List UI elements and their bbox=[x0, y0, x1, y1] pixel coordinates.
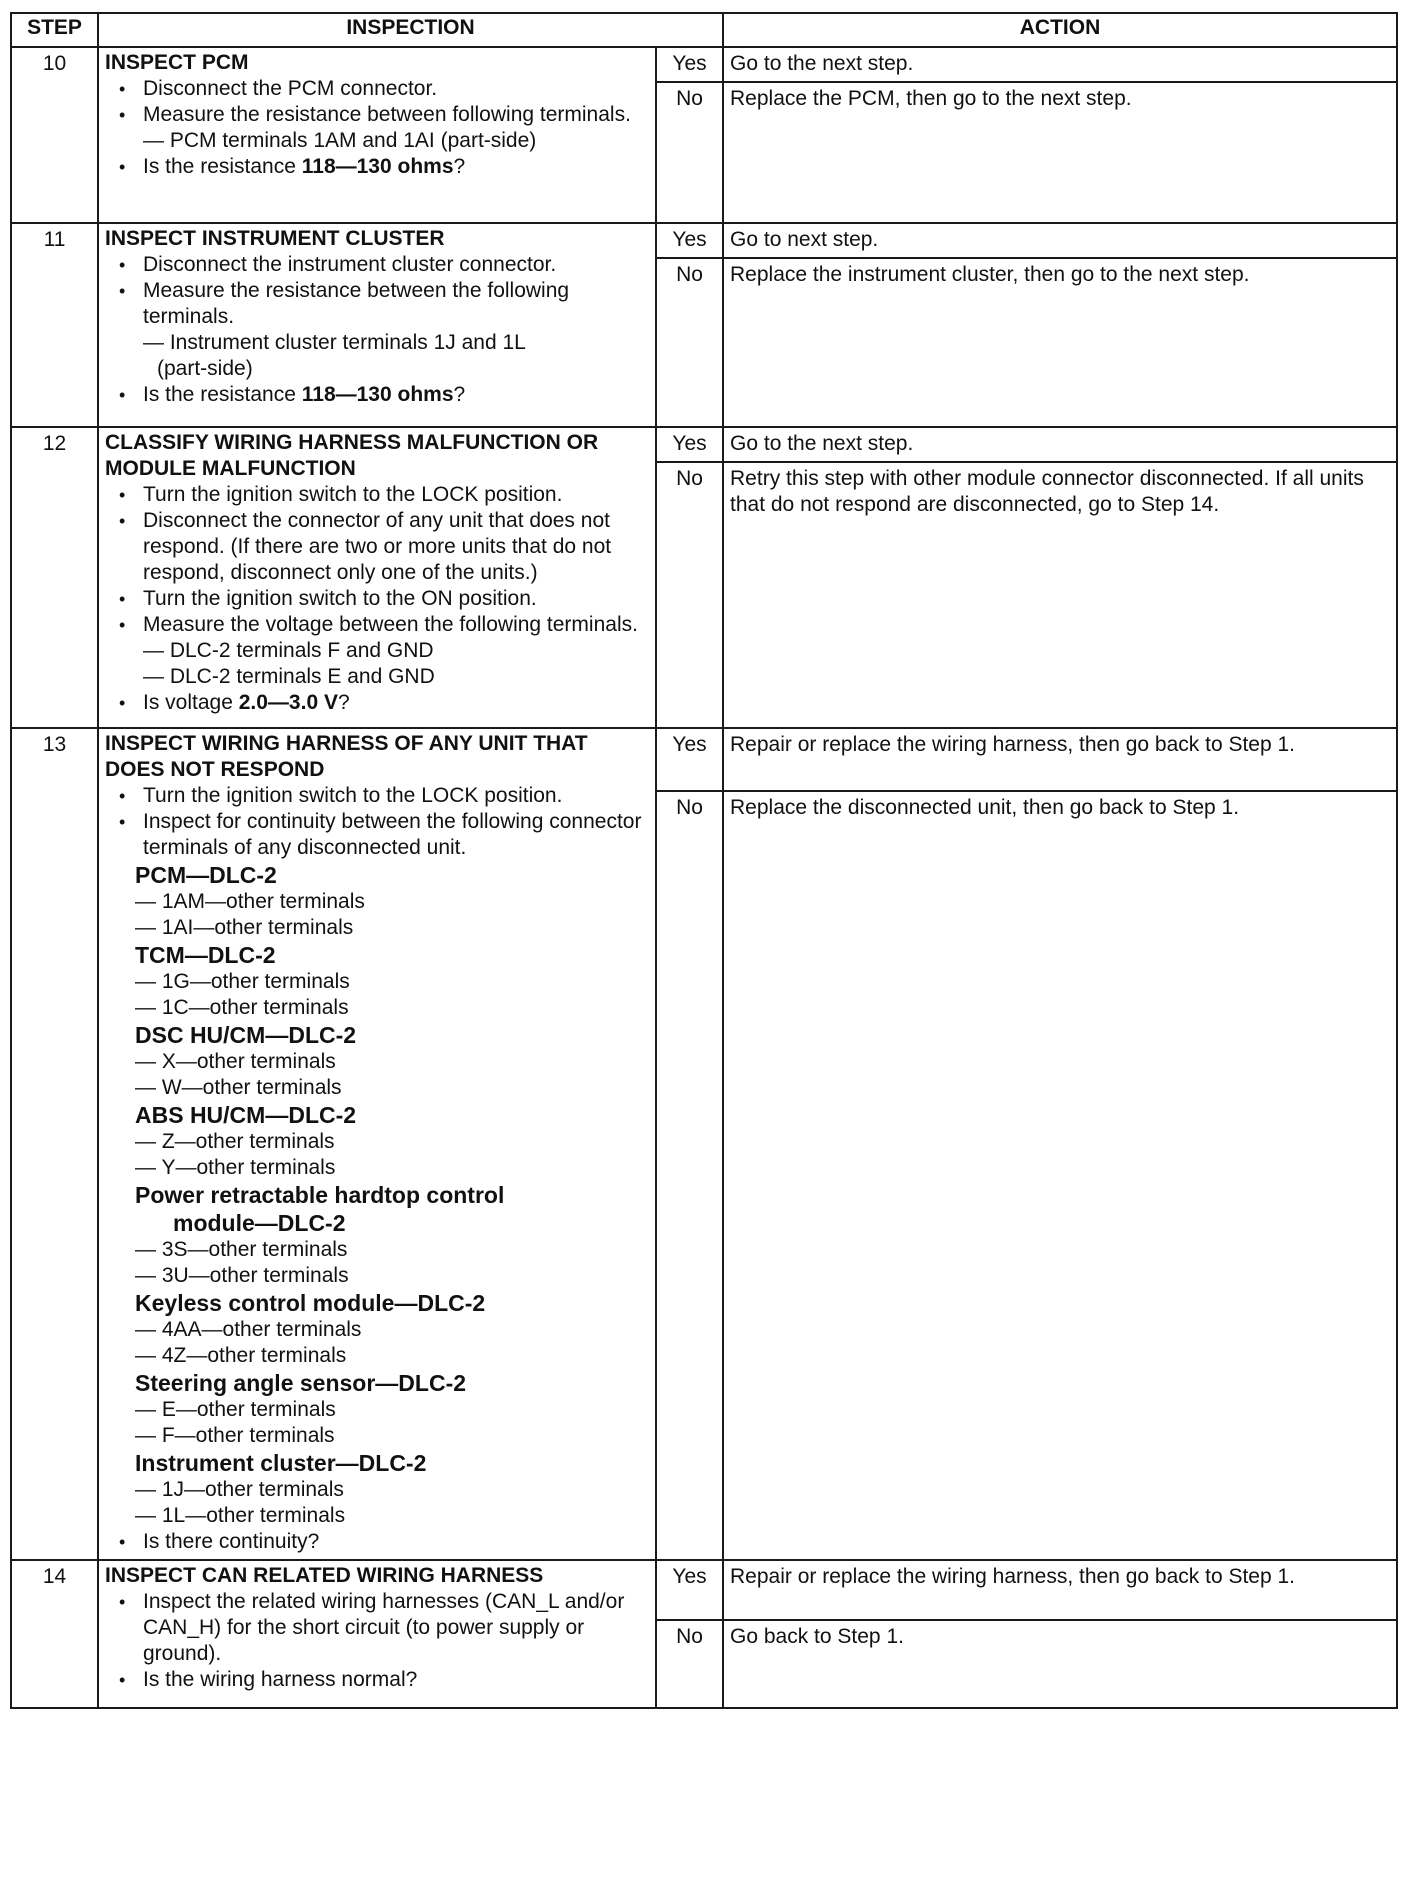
continuity-line: — Y—other terminals bbox=[135, 1156, 336, 1179]
continuity-group-heading: Instrument cluster—DLC-2 bbox=[135, 1450, 427, 1476]
table-row bbox=[11, 728, 1397, 791]
step-number: 10 bbox=[11, 47, 98, 223]
inspection-item: • Measure the resistance between the following terminals. bbox=[105, 278, 651, 330]
table-row bbox=[11, 223, 1397, 258]
inspection-title: INSPECT PCM bbox=[105, 51, 249, 74]
yes-label: Yes bbox=[656, 427, 723, 462]
yes-action: Repair or replace the wiring harness, then go back to Step 1. bbox=[723, 728, 1397, 791]
header-action: ACTION bbox=[723, 13, 1397, 47]
yes-label: Yes bbox=[656, 47, 723, 82]
continuity-line: — 4AA—other terminals bbox=[135, 1318, 362, 1341]
no-label: No bbox=[656, 1620, 723, 1708]
table-row bbox=[11, 427, 1397, 462]
inspection-item: • Disconnect the instrument cluster connector. bbox=[105, 252, 651, 278]
continuity-line: — 1AM—other terminals bbox=[135, 890, 365, 913]
header-step: STEP bbox=[11, 13, 98, 47]
continuity-line: — X—other terminals bbox=[135, 1050, 336, 1073]
yes-label: Yes bbox=[656, 728, 723, 791]
no-action: Replace the PCM, then go to the next step. bbox=[723, 82, 1397, 223]
continuity-group-heading: PCM—DLC-2 bbox=[135, 862, 277, 888]
terminal-line: — PCM terminals 1AM and 1AI (part-side) bbox=[143, 129, 537, 152]
terminal-line: — DLC-2 terminals F and GND bbox=[143, 639, 434, 662]
yes-action: Go to the next step. bbox=[723, 47, 1397, 82]
diagnostic-procedure-sheet bbox=[10, 12, 1396, 1882]
inspection-item: • Is the wiring harness normal? bbox=[105, 1667, 651, 1693]
continuity-group-heading: Power retractable hardtop control bbox=[135, 1182, 505, 1208]
continuity-group-heading: Steering angle sensor—DLC-2 bbox=[135, 1370, 467, 1396]
no-action: Replace the instrument cluster, then go to the next step. bbox=[723, 258, 1397, 427]
inspection-cell bbox=[98, 47, 656, 223]
inspection-question: • Is the resistance 118—130 ohms? bbox=[105, 154, 651, 180]
step-number: 12 bbox=[11, 427, 98, 728]
terminal-line-cont: (part-side) bbox=[157, 357, 253, 380]
no-label: No bbox=[656, 791, 723, 1560]
continuity-group-heading: DSC HU/CM—DLC-2 bbox=[135, 1022, 357, 1048]
table-row bbox=[11, 1560, 1397, 1620]
inspection-item: • Measure the resistance between following terminals. bbox=[105, 102, 651, 128]
inspection-question: • Is the resistance 118—130 ohms? bbox=[105, 382, 651, 408]
continuity-line: — F—other terminals bbox=[135, 1424, 335, 1447]
yes-action: Go to the next step. bbox=[723, 427, 1397, 462]
procedure-table bbox=[10, 12, 1398, 1709]
inspection-item: • Turn the ignition switch to the LOCK position. bbox=[105, 482, 651, 508]
yes-action: Go to next step. bbox=[723, 223, 1397, 258]
step-number: 13 bbox=[11, 728, 98, 1560]
continuity-line: — 3U—other terminals bbox=[135, 1264, 349, 1287]
terminal-line: — DLC-2 terminals E and GND bbox=[143, 665, 435, 688]
inspection-item: • Inspect the related wiring harnesses (CAN_L and/or CAN_H) for the short circuit (to power supply or ground). bbox=[105, 1589, 651, 1667]
no-label: No bbox=[656, 258, 723, 427]
inspection-title: INSPECT CAN RELATED WIRING HARNESS bbox=[105, 1564, 544, 1587]
inspection-cell bbox=[98, 427, 656, 728]
step-number: 14 bbox=[11, 1560, 98, 1708]
continuity-line: — 4Z—other terminals bbox=[135, 1344, 347, 1367]
continuity-line: — 1J—other terminals bbox=[135, 1478, 344, 1501]
inspection-item: • Turn the ignition switch to the ON position. bbox=[105, 586, 651, 612]
continuity-group-heading: ABS HU/CM—DLC-2 bbox=[135, 1102, 357, 1128]
inspection-item: • Turn the ignition switch to the LOCK position. bbox=[105, 783, 651, 809]
continuity-line: — W—other terminals bbox=[135, 1076, 342, 1099]
terminal-line: — Instrument cluster terminals 1J and 1L bbox=[143, 331, 526, 354]
continuity-line: — 1C—other terminals bbox=[135, 996, 349, 1019]
no-action: Retry this step with other module connector disconnected. If all units that do not respond are disconnected, go to Step 14. bbox=[723, 462, 1397, 728]
continuity-line: — 1L—other terminals bbox=[135, 1504, 346, 1527]
inspection-title: CLASSIFY WIRING HARNESS MALFUNCTION OR MODULE MALFUNCTION bbox=[105, 431, 599, 480]
continuity-line: — 1G—other terminals bbox=[135, 970, 350, 993]
no-label: No bbox=[656, 462, 723, 728]
inspection-question: • Is there continuity? bbox=[105, 1529, 651, 1555]
yes-action: Repair or replace the wiring harness, then go back to Step 1. bbox=[723, 1560, 1397, 1620]
continuity-line: — Z—other terminals bbox=[135, 1130, 335, 1153]
inspection-title: INSPECT WIRING HARNESS OF ANY UNIT THAT DOES NOT RESPOND bbox=[105, 732, 588, 781]
continuity-group-heading: TCM—DLC-2 bbox=[135, 942, 276, 968]
inspection-cell bbox=[98, 1560, 656, 1708]
inspection-item: • Disconnect the connector of any unit that does not respond. (If there are two or more units that do not respond, disconnect only one of the units.) bbox=[105, 508, 651, 586]
inspection-cell bbox=[98, 223, 656, 427]
inspection-cell bbox=[98, 728, 656, 1560]
continuity-group-heading-cont: module—DLC-2 bbox=[173, 1210, 346, 1236]
continuity-line: — 1AI—other terminals bbox=[135, 916, 354, 939]
header-inspection: INSPECTION bbox=[98, 13, 723, 47]
inspection-item: • Inspect for continuity between the following connector terminals of any disconnected unit. bbox=[105, 809, 651, 861]
continuity-group-heading: Keyless control module—DLC-2 bbox=[135, 1290, 486, 1316]
no-label: No bbox=[656, 82, 723, 223]
no-action: Replace the disconnected unit, then go back to Step 1. bbox=[723, 791, 1397, 1560]
table-header-row bbox=[11, 13, 1397, 47]
table-row bbox=[11, 47, 1397, 82]
inspection-title: INSPECT INSTRUMENT CLUSTER bbox=[105, 227, 445, 250]
yes-label: Yes bbox=[656, 223, 723, 258]
inspection-item: • Disconnect the PCM connector. bbox=[105, 76, 651, 102]
continuity-line: — E—other terminals bbox=[135, 1398, 336, 1421]
continuity-line: — 3S—other terminals bbox=[135, 1238, 348, 1261]
yes-label: Yes bbox=[656, 1560, 723, 1620]
inspection-item: • Measure the voltage between the following terminals. bbox=[105, 612, 651, 638]
no-action: Go back to Step 1. bbox=[723, 1620, 1397, 1708]
step-number: 11 bbox=[11, 223, 98, 427]
inspection-question: • Is voltage 2.0—3.0 V? bbox=[105, 690, 651, 716]
